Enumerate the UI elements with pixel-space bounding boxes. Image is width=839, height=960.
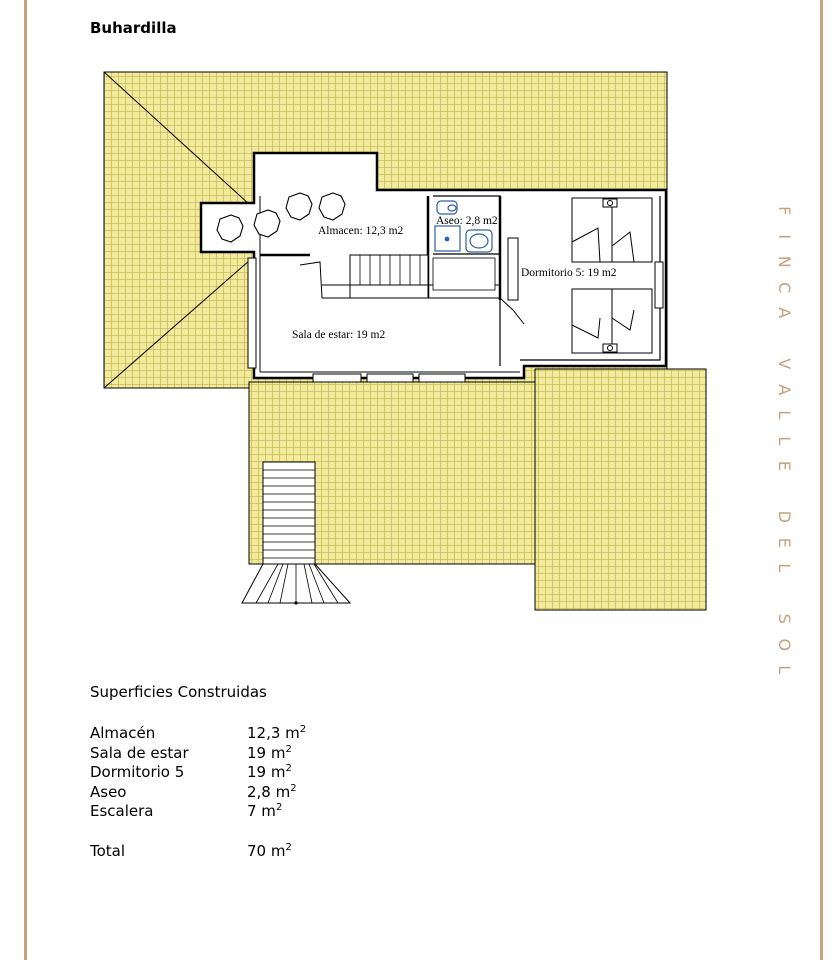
area-row — [90, 763, 306, 783]
area-name: Escalera — [90, 802, 154, 821]
side-title-letter: V — [774, 358, 794, 370]
area-row — [90, 802, 306, 822]
side-title-letter: D — [774, 510, 794, 523]
side-title-letter: E — [774, 537, 794, 548]
areas-title: Superficies Construidas — [90, 683, 267, 701]
area-row — [90, 783, 306, 803]
area-total-row — [90, 842, 306, 862]
area-name: Dormitorio 5 — [90, 763, 185, 782]
area-name: Almacén — [90, 724, 156, 742]
area-row — [90, 744, 306, 764]
side-title-letter: L — [774, 410, 794, 420]
side-title-letter: A — [774, 383, 794, 395]
side-title-letter: I — [774, 233, 794, 239]
side-title-letter: L — [774, 435, 794, 445]
side-title-letter: L — [774, 665, 794, 675]
roof-lower-right — [535, 369, 706, 610]
area-row — [90, 724, 306, 744]
label-sala-de-estar: Sala de estar: 19 m2 — [292, 329, 386, 341]
area-total-name: Total — [90, 841, 126, 860]
side-title-letter: L — [774, 563, 794, 573]
side-title-letter: A — [774, 307, 794, 319]
page-title: Buhardilla — [90, 19, 177, 37]
side-title-letter: E — [774, 460, 794, 471]
area-value: 12,3 $m^2$ — [247, 724, 307, 742]
label-dormitorio: Dormitorio 5: 19 m2 — [521, 267, 617, 279]
side-title-letter: O — [774, 637, 794, 651]
area-value: 2,8 $m^2$ — [247, 782, 297, 801]
area-value: 19 $m^2$ — [247, 743, 292, 762]
label-aseo: Aseo: 2,8 m2 — [436, 215, 498, 227]
area-value: 7 $m^2$ — [247, 802, 283, 821]
area-value: 19 $m^2$ — [247, 763, 292, 782]
side-title-letter: C — [774, 281, 794, 293]
side-title-letter: N — [774, 255, 794, 268]
area-total-value: 70 $m^2$ — [247, 841, 292, 860]
label-almacen: Almacen: 12,3 m2 — [318, 225, 404, 237]
area-name: Aseo — [90, 782, 127, 801]
side-title-letter: F — [774, 206, 794, 216]
side-title-letter: S — [774, 613, 794, 624]
built-areas-table — [90, 683, 306, 862]
area-name: Sala de estar — [90, 743, 189, 762]
